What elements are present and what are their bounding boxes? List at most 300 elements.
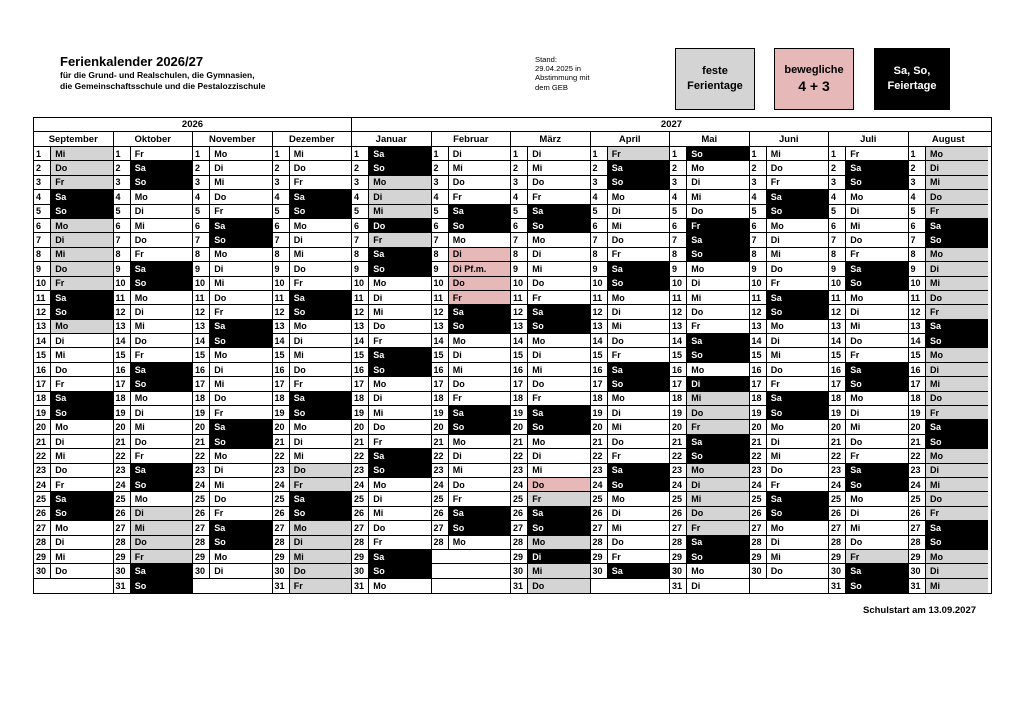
day-number: 23 [909, 464, 927, 477]
weekday-label: Fr [131, 550, 192, 563]
weekday-label: Fr [55, 378, 65, 389]
day-number: 16 [114, 363, 131, 376]
day-number: 31 [670, 579, 687, 593]
month-column [909, 147, 989, 593]
day-number: 19 [670, 406, 687, 419]
weekday-label: Mo [926, 147, 988, 160]
weekday-label: Mi [926, 579, 988, 593]
weekday-label: Mi [687, 492, 748, 505]
weekday-label: So [687, 348, 748, 361]
day-cell [193, 219, 272, 233]
day-cell [511, 420, 590, 434]
day-cell [114, 219, 193, 233]
day-cell [511, 233, 590, 247]
day-number: 3 [750, 176, 767, 189]
weekday-label: Mi [611, 522, 622, 533]
day-cell [511, 521, 590, 535]
day-cell [591, 377, 670, 391]
weekday-label: Di [134, 206, 144, 217]
weekday-label: Do [770, 163, 783, 174]
day-cell [352, 550, 431, 564]
month-header: September [34, 132, 114, 146]
day-cell [273, 161, 352, 175]
day-cell [511, 406, 590, 420]
weekday-label: Do [214, 393, 227, 404]
day-cell [432, 219, 511, 233]
day-cell [193, 176, 272, 190]
day-cell [352, 348, 431, 362]
day-cell [750, 320, 829, 334]
year-header-row [34, 118, 991, 132]
weekday-label: Fr [214, 306, 224, 317]
day-cell [34, 219, 113, 233]
day-number: 27 [511, 521, 528, 534]
weekday-label: Mo [926, 248, 988, 261]
day-cell [273, 147, 352, 161]
day-cell [511, 564, 590, 578]
weekday-label: Mi [926, 478, 988, 491]
day-cell [750, 262, 829, 276]
weekday-label: Mo [926, 550, 988, 563]
day-number: 19 [193, 406, 210, 419]
day-cell [591, 406, 670, 420]
day-number: 17 [670, 377, 687, 390]
day-cell [670, 190, 749, 204]
weekday-label: Fr [293, 378, 303, 389]
day-number: 27 [352, 521, 369, 534]
day-cell [34, 449, 113, 463]
weekday-label: Sa [369, 550, 430, 563]
weekday-label: Di [51, 233, 112, 246]
day-cell [909, 176, 989, 190]
day-number: 3 [34, 176, 51, 189]
day-cell [829, 579, 908, 593]
day-cell [909, 161, 989, 175]
weekday-label: Sa [51, 291, 112, 304]
day-number: 23 [273, 464, 290, 477]
day-cell [591, 320, 670, 334]
weekday-label: Di [134, 407, 144, 418]
day-cell [591, 363, 670, 377]
day-number: 16 [511, 363, 528, 376]
day-number: 22 [114, 449, 131, 462]
day-number: 10 [193, 277, 210, 290]
day-cell [352, 320, 431, 334]
day-cell [511, 377, 590, 391]
day-cell [114, 277, 193, 291]
day-number: 8 [432, 248, 449, 261]
weekday-label: Di [293, 436, 303, 447]
weekday-label: Mo [290, 521, 351, 534]
day-cell [670, 449, 749, 463]
day-number: 25 [193, 492, 210, 505]
day-number: 17 [432, 377, 449, 390]
day-cell [670, 377, 749, 391]
day-cell [273, 320, 352, 334]
day-number: 9 [670, 262, 687, 275]
weekday-label: Sa [290, 291, 351, 304]
day-number: 9 [591, 262, 608, 275]
day-cell [114, 579, 193, 593]
day-number: 5 [114, 205, 131, 218]
month-column [193, 147, 273, 593]
day-cell [34, 248, 113, 262]
day-number: 16 [193, 363, 210, 376]
weekday-label: Mo [770, 522, 784, 533]
weekday-label: Sa [846, 363, 907, 376]
day-number: 20 [750, 420, 767, 433]
day-cell [670, 305, 749, 319]
weekday-label: Mi [770, 148, 781, 159]
day-number: 21 [432, 435, 449, 448]
day-number: 10 [909, 277, 927, 290]
weekday-label: Mi [687, 392, 748, 405]
day-number: 7 [511, 233, 528, 246]
weekday-label: Mi [290, 550, 351, 563]
day-number: 8 [352, 248, 369, 261]
day-number: 22 [511, 449, 528, 462]
day-number: 28 [432, 536, 449, 549]
weekday-label: Di [214, 163, 224, 174]
weekday-label: So [846, 277, 907, 290]
day-number: 1 [909, 147, 927, 160]
day-cell [352, 305, 431, 319]
day-number: 9 [750, 262, 767, 275]
weekday-label: Mo [611, 393, 625, 404]
day-number: 18 [750, 392, 767, 405]
day-cell [511, 190, 590, 204]
day-number: 30 [829, 564, 846, 577]
day-cell [829, 305, 908, 319]
day-number: 20 [909, 420, 927, 433]
day-number: 2 [750, 161, 767, 174]
day-number: 14 [114, 334, 131, 347]
day-number: 2 [273, 161, 290, 174]
day-number: 21 [352, 435, 369, 448]
empty-cell [432, 550, 511, 564]
day-cell [670, 161, 749, 175]
day-number: 23 [829, 464, 846, 477]
day-number: 6 [829, 219, 846, 232]
day-number: 4 [591, 190, 608, 203]
weekday-label: Sa [369, 248, 430, 261]
day-number: 5 [670, 205, 687, 218]
day-number: 12 [352, 305, 369, 318]
day-number: 23 [750, 464, 767, 477]
day-number: 24 [909, 478, 927, 491]
month-column [114, 147, 194, 593]
day-cell [432, 406, 511, 420]
day-number: 13 [34, 320, 51, 333]
weekday-label: Di [452, 350, 462, 361]
weekday-label: So [767, 205, 828, 218]
weekday-label: Di [926, 464, 988, 477]
day-number: 25 [750, 492, 767, 505]
weekday-label: Sa [369, 348, 430, 361]
day-cell [114, 564, 193, 578]
day-cell [591, 492, 670, 506]
day-number: 22 [909, 449, 927, 462]
day-number: 22 [670, 449, 687, 462]
day-cell [34, 420, 113, 434]
day-cell [829, 564, 908, 578]
day-cell [34, 478, 113, 492]
day-number: 12 [829, 305, 846, 318]
day-cell [909, 406, 989, 420]
day-number: 29 [909, 550, 927, 563]
weekday-label: Sa [846, 262, 907, 275]
day-cell [114, 291, 193, 305]
day-number: 31 [352, 579, 369, 593]
day-number: 10 [273, 277, 290, 290]
weekday-label: Mo [532, 335, 546, 346]
weekday-label: Do [532, 278, 545, 289]
weekday-label: Mi [214, 378, 225, 389]
day-cell [829, 377, 908, 391]
weekday-label: Fr [532, 191, 542, 202]
day-number: 30 [273, 564, 290, 577]
weekday-label: Fr [214, 508, 224, 519]
weekday-label: Fr [373, 335, 383, 346]
weekday-label: Mo [293, 220, 307, 231]
weekday-label: Di [452, 450, 462, 461]
day-cell [193, 492, 272, 506]
day-cell [591, 392, 670, 406]
day-number: 17 [273, 377, 290, 390]
calendar-table [33, 117, 992, 594]
day-number: 2 [511, 161, 528, 174]
weekday-label: Di [926, 262, 988, 275]
weekday-label: Di [611, 508, 621, 519]
day-cell [750, 392, 829, 406]
weekday-label: Fr [290, 579, 351, 593]
day-number: 14 [829, 334, 846, 347]
day-number: 29 [193, 550, 210, 563]
day-number: 24 [273, 478, 290, 491]
day-cell [34, 190, 113, 204]
weekday-label: So [528, 219, 589, 232]
day-number: 3 [591, 176, 608, 189]
day-number: 15 [352, 348, 369, 361]
day-number: 28 [591, 536, 608, 549]
day-number: 3 [114, 176, 131, 189]
day-number: 20 [670, 420, 687, 433]
day-cell [193, 435, 272, 449]
day-number: 30 [670, 564, 687, 577]
day-cell [670, 507, 749, 521]
weekday-label: Di [850, 407, 860, 418]
day-number: 11 [114, 291, 131, 304]
weekday-label: Fr [452, 494, 462, 505]
weekday-label: Fr [373, 537, 383, 548]
month-column [829, 147, 909, 593]
day-number: 29 [352, 550, 369, 563]
weekday-label: Mo [293, 422, 307, 433]
day-cell [909, 579, 989, 593]
day-number: 22 [591, 449, 608, 462]
day-number: 26 [432, 507, 449, 520]
day-number: 2 [193, 161, 210, 174]
day-number: 2 [829, 161, 846, 174]
day-number: 27 [273, 521, 290, 534]
day-number: 20 [829, 420, 846, 433]
day-number: 17 [352, 377, 369, 390]
weekday-label: Mi [532, 364, 543, 375]
day-cell [34, 291, 113, 305]
weekday-label: Mi [532, 465, 543, 476]
day-cell [511, 507, 590, 521]
day-number: 18 [511, 392, 528, 405]
day-number: 12 [670, 305, 687, 318]
day-number: 4 [670, 190, 687, 203]
day-cell [34, 348, 113, 362]
day-cell [511, 363, 590, 377]
weekday-label: Di [532, 148, 542, 159]
month-header: Oktober [114, 132, 194, 146]
day-number: 26 [591, 507, 608, 520]
weekday-label: Sa [131, 363, 192, 376]
day-cell [829, 435, 908, 449]
weekday-label: Fr [134, 249, 144, 260]
weekday-label: Di [293, 235, 303, 246]
weekday-label: So [51, 305, 112, 318]
day-cell [750, 147, 829, 161]
day-cell [34, 550, 113, 564]
day-cell [34, 320, 113, 334]
day-cell [193, 334, 272, 348]
day-cell [34, 277, 113, 291]
weekday-label: Fr [687, 420, 748, 433]
weekday-label: Fr [532, 292, 542, 303]
weekday-label: Fr [770, 278, 780, 289]
weekday-label: So [687, 147, 748, 160]
day-number: 28 [193, 536, 210, 549]
day-cell [591, 348, 670, 362]
day-number: 8 [750, 248, 767, 261]
day-number: 17 [829, 377, 846, 390]
legend-weekend-holidays [874, 48, 950, 110]
day-number: 16 [750, 363, 767, 376]
day-cell [591, 291, 670, 305]
weekday-label: Di [214, 263, 224, 274]
day-number: 12 [432, 305, 449, 318]
month-column [750, 147, 830, 593]
weekday-label: Sa [767, 392, 828, 405]
empty-cell [432, 564, 511, 578]
weekday-label: Fr [134, 148, 144, 159]
weekday-label: Mo [51, 219, 112, 232]
day-cell [909, 435, 989, 449]
day-number: 6 [750, 219, 767, 232]
weekday-label: Mi [293, 249, 304, 260]
month-header: Juli [829, 132, 909, 146]
day-number: 19 [352, 406, 369, 419]
weekday-label: Sa [210, 420, 271, 433]
day-cell [432, 492, 511, 506]
weekday-label: Mo [611, 292, 625, 303]
weekday-label: Fr [373, 436, 383, 447]
day-number: 20 [591, 420, 608, 433]
day-cell [909, 277, 989, 291]
day-number: 30 [591, 564, 608, 577]
day-number: 4 [352, 190, 369, 203]
day-cell [273, 348, 352, 362]
weekday-label: So [608, 277, 669, 290]
weekday-label: Do [214, 494, 227, 505]
weekday-label: So [290, 507, 351, 520]
day-number: 8 [829, 248, 846, 261]
day-cell [829, 277, 908, 291]
weekday-label: Fr [611, 450, 621, 461]
day-number: 19 [591, 406, 608, 419]
day-cell [829, 420, 908, 434]
weekday-label: Fr [608, 147, 669, 160]
weekday-label: So [449, 420, 510, 433]
day-number: 15 [193, 348, 210, 361]
day-number: 28 [750, 536, 767, 549]
weekday-label: Fr [770, 378, 780, 389]
day-number: 4 [511, 190, 528, 203]
day-cell [193, 291, 272, 305]
day-number: 1 [273, 147, 290, 160]
weekday-label: Fr [850, 249, 860, 260]
day-cell [909, 507, 989, 521]
day-number: 20 [193, 420, 210, 433]
day-cell [114, 248, 193, 262]
day-cell [114, 305, 193, 319]
day-cell [432, 161, 511, 175]
day-number: 1 [511, 147, 528, 160]
weekday-label: Do [369, 219, 430, 232]
day-number: 17 [750, 377, 767, 390]
day-number: 6 [591, 219, 608, 232]
weekday-label: Mo [55, 422, 69, 433]
day-number: 15 [670, 348, 687, 361]
day-number: 16 [432, 363, 449, 376]
day-cell [273, 205, 352, 219]
weekday-label: Sa [687, 233, 748, 246]
day-cell [511, 449, 590, 463]
day-cell [909, 420, 989, 434]
day-cell [909, 334, 989, 348]
day-number: 8 [591, 248, 608, 261]
day-number: 10 [829, 277, 846, 290]
weekday-label: Do [850, 537, 863, 548]
day-number: 17 [114, 377, 131, 390]
weekday-label: Mo [926, 348, 988, 361]
weekday-label: Do [528, 579, 589, 593]
weekday-label: Mo [926, 449, 988, 462]
weekday-label: Di [532, 450, 542, 461]
day-cell [591, 190, 670, 204]
weekday-label: So [846, 176, 907, 189]
day-number: 10 [432, 277, 449, 290]
day-number: 30 [750, 564, 767, 577]
weekday-label: So [449, 320, 510, 333]
day-cell [432, 262, 511, 276]
day-number: 16 [670, 363, 687, 376]
weekday-label: Sa [290, 392, 351, 405]
weekday-label: Mo [373, 580, 387, 591]
weekday-label: Mi [55, 350, 66, 361]
day-number: 15 [909, 348, 927, 361]
weekday-label: So [290, 406, 351, 419]
day-number: 21 [829, 435, 846, 448]
day-number: 30 [193, 564, 210, 577]
weekday-label: Sa [528, 305, 589, 318]
day-cell [909, 190, 989, 204]
month-header: Januar [352, 132, 432, 146]
